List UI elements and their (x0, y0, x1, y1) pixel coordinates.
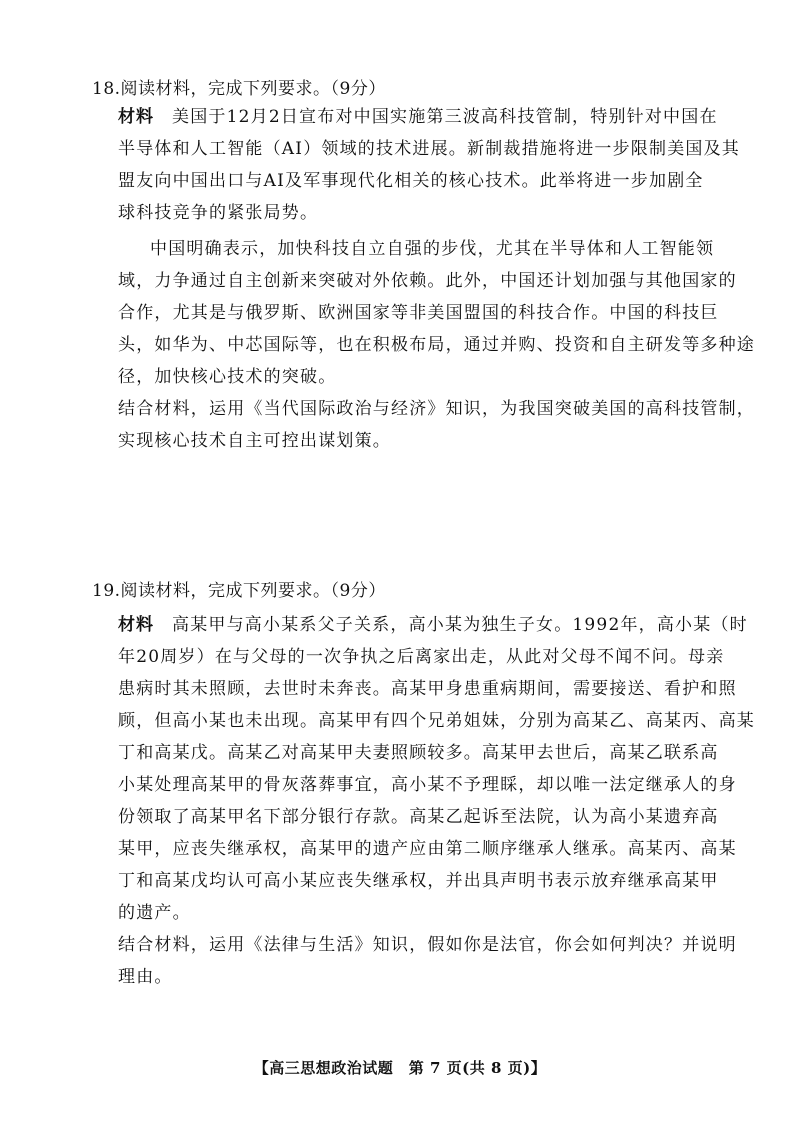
q19-task-line-2: 理由。 (118, 967, 173, 987)
q19-material-line-7: 份领取了高某甲名下部分银行存款。高某乙起诉至法院，认为高小某遗弃高 (118, 807, 719, 827)
q19-material-line-9: 丁和高某戊均认可高小某应丧失继承权，并出具声明书表示放弃继承高某甲 (118, 871, 719, 891)
q19-material-line-1: 材料 高某甲与高小某系父子关系，高小某为独生子女。1992年，高小某（时 (118, 615, 748, 635)
q18-material-line-8: 头，如华为、中芯国际等，也在积极布局，通过并购、投资和自主研发等多种途 (118, 335, 755, 355)
q18-material-line-2: 半导体和人工智能（AI）领域的技术进展。新制裁措施将进一步限制美国及其 (118, 139, 740, 159)
q19-material-line-4: 顾，但高小某也未出现。高某甲有四个兄弟姐妹，分别为高某乙、高某丙、高某 (118, 711, 755, 731)
material-label: 材料 (118, 615, 154, 635)
page-footer: 【高三思想政治试题 第 7 页(共 8 页)】 (253, 1059, 547, 1077)
q18-material-line-3: 盟友向中国出口与AI及军事现代化相关的核心技术。此举将进一步加剧全 (118, 171, 704, 191)
q18-material-line-9: 径，加快核心技术的突破。 (118, 367, 337, 387)
q19-material-line-2: 年20周岁）在与父母的一次争执之后离家出走，从此对父母不闻不问。母亲 (118, 647, 725, 667)
material-label: 材料 (118, 107, 154, 127)
q18-task-line-1: 结合材料，运用《当代国际政治与经济》知识，为我国突破美国的高科技管制， (118, 399, 755, 419)
q18-material-line-7: 合作，尤其是与俄罗斯、欧洲国家等非美国盟国的科技合作。中国的科技巨 (118, 303, 719, 323)
q18-material-line-1: 材料 美国于12月2日宣布对中国实施第三波高科技管制，特别针对中国在 (118, 107, 718, 127)
q19-material-line-6: 小某处理高某甲的骨灰落葬事宜，高小某不予理睬，却以唯一法定继承人的身 (118, 775, 737, 795)
q18-material-line-5: 中国明确表示，加快科技自立自强的步伐，尤其在半导体和人工智能领 (150, 239, 715, 259)
q19-material-line-5: 丁和高某戊。高某乙对高某甲夫妻照顾较多。高某甲去世后，高某乙联系高 (118, 743, 719, 763)
q18-material-line-6: 域，力争通过自主创新来突破对外依赖。此外，中国还计划加强与其他国家的 (118, 271, 737, 291)
q18-material-line-4: 球科技竞争的紧张局势。 (118, 203, 319, 223)
q19-material-line-8: 某甲，应丧失继承权，高某甲的遗产应由第二顺序继承人继承。高某丙、高某 (118, 839, 737, 859)
q19-material-line-10: 的遗产。 (118, 903, 191, 923)
question-19-title: 19.阅读材料，完成下列要求。（9分） (92, 581, 386, 601)
q18-task-line-2: 实现核心技术自主可控出谋划策。 (118, 431, 391, 451)
q19-task-line-1: 结合材料，运用《法律与生活》知识，假如你是法官，你会如何判决？并说明 (118, 935, 737, 955)
question-18-title: 18.阅读材料，完成下列要求。（9分） (92, 79, 386, 99)
q19-material-line-3: 患病时其未照顾，去世时未奔丧。高某甲身患重病期间，需要接送、看护和照 (118, 679, 737, 699)
